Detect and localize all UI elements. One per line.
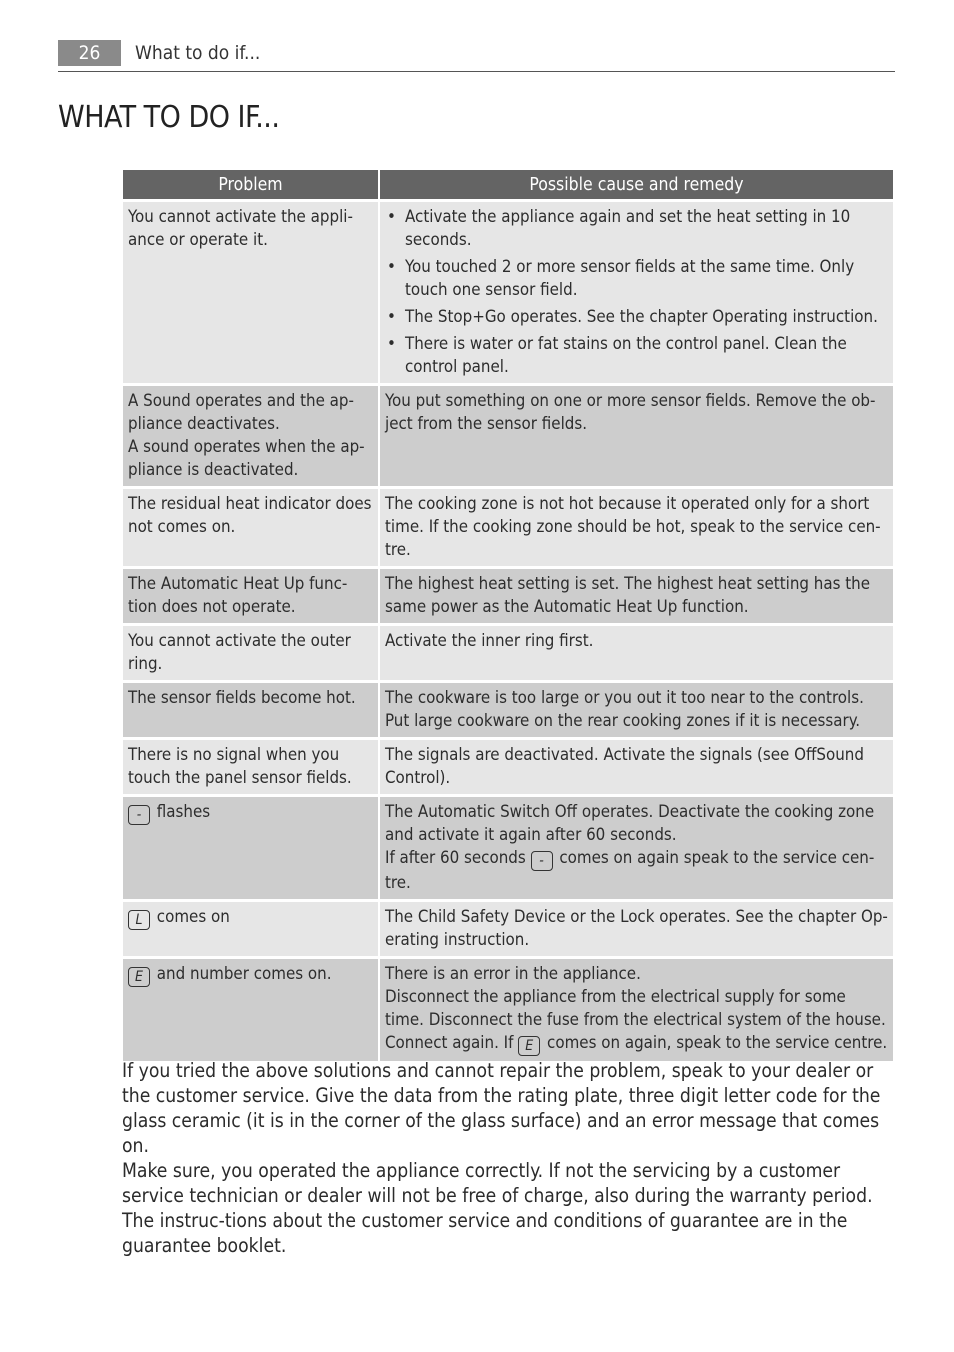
problem-cell bbox=[123, 386, 378, 486]
remedy-text: If after 60 seconds bbox=[385, 847, 526, 867]
table-row bbox=[123, 386, 893, 486]
page-header bbox=[58, 40, 895, 72]
remedy-bullet: • There is water or fat stains on the control panel. Clean the control panel. bbox=[385, 332, 888, 378]
column-header-problem: Problem bbox=[123, 170, 378, 199]
problem-text: flashes bbox=[156, 801, 211, 821]
table-row bbox=[123, 959, 893, 1061]
remedy-bullet: • The Stop+Go operates. See the chapter Operating instruction. bbox=[385, 305, 888, 328]
page-title: WHAT TO DO IF... bbox=[58, 100, 280, 135]
remedy-bullet: • You touched 2 or more sensor fields at the same time. Only touch one sensor field. bbox=[385, 255, 888, 301]
problem-cell: There is no signal when you touch the panel sensor fields. bbox=[123, 740, 378, 794]
column-header-remedy: Possible cause and remedy bbox=[380, 170, 893, 199]
problem-line: A sound operates when the ap-pliance is deactivated. bbox=[128, 436, 365, 479]
table-row bbox=[123, 569, 893, 623]
table-row bbox=[123, 626, 893, 680]
remedy-text: comes on again speak to the service cen-tre. bbox=[385, 847, 875, 892]
remedy-cell bbox=[380, 797, 893, 899]
problem-cell: The sensor fields become hot. bbox=[123, 683, 378, 737]
table-row bbox=[123, 489, 893, 566]
running-section-title: What to do if... bbox=[135, 42, 261, 64]
troubleshooting-table bbox=[121, 167, 895, 1064]
remedy-text: Connect again. If bbox=[385, 1032, 514, 1052]
closing-paragraph: Make sure, you operated the appliance correctly. If not the servicing by a customer service technician or dealer will not be free of charge, also during the warranty period. The instruc-tions about the customer service and conditions of guarantee are in the guarantee booklet. bbox=[122, 1159, 873, 1257]
remedy-bullet-list bbox=[385, 205, 888, 378]
remedy-cell: The cooking zone is not hot because it operated only for a short time. If the cooking zone should be hot, speak to the service cen-tre. bbox=[380, 489, 893, 566]
problem-cell: The Automatic Heat Up func-tion does not operate. bbox=[123, 569, 378, 623]
remedy-cell: The cookware is too large or you out it too near to the controls. Put large cookware on the rear cooking zones if it is necessary. bbox=[380, 683, 893, 737]
remedy-cell: You put something on one or more sensor fields. Remove the ob-ject from the sensor fields. bbox=[380, 386, 893, 486]
remedy-paragraph: The Automatic Switch Off operates. Deactivate the cooking zone and activate it again after 60 seconds. bbox=[385, 801, 875, 844]
display-error-symbol-icon: E bbox=[128, 967, 150, 987]
remedy-cell: The highest heat setting is set. The highest heat setting has the same power as the Automatic Heat Up function. bbox=[380, 569, 893, 623]
remedy-line bbox=[385, 1031, 888, 1056]
remedy-bullet: • Activate the appliance again and set the heat setting in 10 seconds. bbox=[385, 205, 888, 251]
problem-cell: The residual heat indicator does not comes on. bbox=[123, 489, 378, 566]
problem-text: comes on bbox=[156, 906, 230, 926]
table-header-row bbox=[123, 170, 893, 199]
closing-paragraph: If you tried the above solutions and cannot repair the problem, speak to your dealer or the customer service. Give the data from the rating plate, three digit letter code for the glass ceramic (it is in the corner of the glass surface) and an error message that comes on. bbox=[122, 1059, 881, 1157]
remedy-cell: The signals are deactivated. Activate the signals (see OffSound Control). bbox=[380, 740, 893, 794]
problem-cell: You cannot activate the appli-ance or operate it. bbox=[123, 202, 378, 383]
problem-cell bbox=[123, 902, 378, 956]
problem-line: A Sound operates and the ap-pliance deactivates. bbox=[128, 390, 354, 433]
remedy-paragraph bbox=[385, 846, 888, 894]
problem-text: and number comes on. bbox=[156, 963, 332, 983]
display-dash-symbol-icon: - bbox=[531, 851, 553, 871]
display-dash-symbol-icon: - bbox=[128, 805, 150, 825]
display-lock-symbol-icon: L bbox=[128, 910, 150, 930]
remedy-line: Disconnect the appliance from the electrical supply for some time. Disconnect the fuse from the electrical system of the house. bbox=[385, 986, 886, 1029]
remedy-cell bbox=[380, 202, 893, 383]
problem-cell: You cannot activate the outer ring. bbox=[123, 626, 378, 680]
remedy-cell bbox=[380, 959, 893, 1061]
remedy-cell: Activate the inner ring first. bbox=[380, 626, 893, 680]
closing-note bbox=[122, 1058, 902, 1258]
table-row bbox=[123, 902, 893, 956]
remedy-text: comes on again, speak to the service centre. bbox=[547, 1032, 888, 1052]
table-row bbox=[123, 740, 893, 794]
page-number: 26 bbox=[58, 40, 121, 66]
table-row bbox=[123, 202, 893, 383]
remedy-line: There is an error in the appliance. bbox=[385, 963, 641, 983]
problem-cell bbox=[123, 797, 378, 899]
table-row bbox=[123, 797, 893, 899]
remedy-cell: The Child Safety Device or the Lock operates. See the chapter Op-erating instruction. bbox=[380, 902, 893, 956]
display-error-symbol-icon: E bbox=[518, 1036, 540, 1056]
table-row bbox=[123, 683, 893, 737]
problem-cell bbox=[123, 959, 378, 1061]
